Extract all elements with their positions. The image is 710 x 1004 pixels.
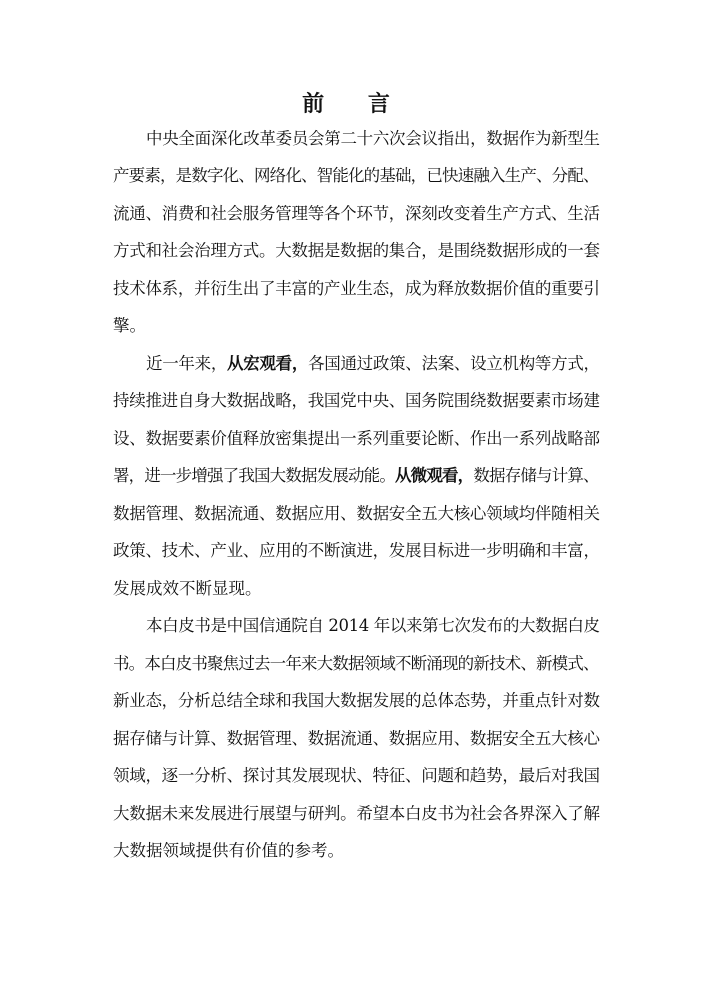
paragraph-3-line-4: [113, 727, 600, 751]
text-run: 持续推进自身大数据战略，我国党中央、国务院围绕数据要素市场建: [113, 391, 600, 410]
paragraph-2-line-1: [146, 352, 600, 376]
text-run: 设、数据要素价值释放密集提出一系列重要论断、作出一系列战略部: [113, 429, 600, 448]
text-run: 大数据未来发展进行展望与研判。希望本白皮书为社会各界深入了解: [113, 804, 600, 823]
paragraph-2-line-6: [113, 539, 600, 563]
text-run: 署，进一步增强了我国大数据发展动能。: [113, 466, 396, 485]
paragraph-3-line-1: [146, 614, 600, 638]
text-run: 据存储与计算、数据管理、数据流通、数据应用、数据安全五大核心: [113, 729, 600, 748]
bold-phrase-macro: 从宏观看，: [227, 354, 309, 373]
text-run: 数据管理、数据流通、数据应用、数据安全五大核心领域均伴随相关: [113, 504, 600, 523]
paragraph-1-line-3: [113, 202, 600, 226]
text-run: 近一年来，: [146, 354, 228, 373]
paragraph-3-line-6: [113, 802, 600, 826]
text-run: 领域，逐一分析、探讨其发展现状、特征、问题和趋势，最后对我国: [113, 766, 600, 785]
paragraph-3-line-5: [113, 764, 600, 788]
paragraph-2-line-2: [113, 389, 600, 413]
paragraph-3-line-2: [113, 652, 600, 676]
text-run: 产要素，是数字化、网络化、智能化的基础，已快速融入生产、分配、: [113, 166, 599, 185]
text-run: 各国通过政策、法案、设立机构等方式，: [308, 354, 600, 373]
text-run: 擎。: [113, 316, 146, 335]
paragraph-1-line-1: [146, 127, 600, 151]
text-run: 中央全面深化改革委员会第二十六次会议指出，数据作为新型生: [146, 129, 600, 148]
paragraph-2-line-4: [113, 464, 600, 488]
paragraph-1-line-5: [113, 277, 600, 301]
paragraph-2-line-7: [113, 577, 262, 601]
text-run: 政策、技术、产业、应用的不断演进，发展目标进一步明确和丰富，: [113, 541, 600, 560]
text-run: 新业态，分析总结全球和我国大数据发展的总体态势，并重点针对数: [113, 691, 600, 710]
text-run: 数据存储与计算、: [473, 466, 599, 485]
paragraph-2-line-3: [113, 427, 600, 451]
text-run: 方式和社会治理方式。大数据是数据的集合，是围绕数据形成的一套: [113, 241, 600, 260]
bold-phrase-micro: 从微观看，: [395, 466, 474, 485]
text-run: 本白皮书是中国信通院自 2014 年以来第七次发布的大数据白皮: [146, 616, 600, 635]
paragraph-3-line-3: [113, 689, 600, 713]
paragraph-3-line-7: [113, 839, 344, 863]
paragraph-1-line-4: [113, 239, 600, 263]
text-run: 流通、消费和社会服务管理等各个环节，深刻改变着生产方式、生活: [113, 204, 600, 223]
paragraph-1-line-6: [113, 314, 146, 338]
text-run: 技术体系，并衍生出了丰富的产业生态，成为释放数据价值的重要引: [113, 279, 600, 298]
page-title: 前 言: [302, 92, 408, 117]
paragraph-1-line-2: [113, 164, 600, 188]
text-run: 大数据领域提供有价值的参考。: [113, 841, 344, 860]
paragraph-2-line-5: [113, 502, 600, 526]
text-run: 发展成效不断显现。: [113, 579, 262, 598]
text-run: 书。本白皮书聚焦过去一年来大数据领域不断涌现的新技术、新模式、: [113, 654, 599, 673]
